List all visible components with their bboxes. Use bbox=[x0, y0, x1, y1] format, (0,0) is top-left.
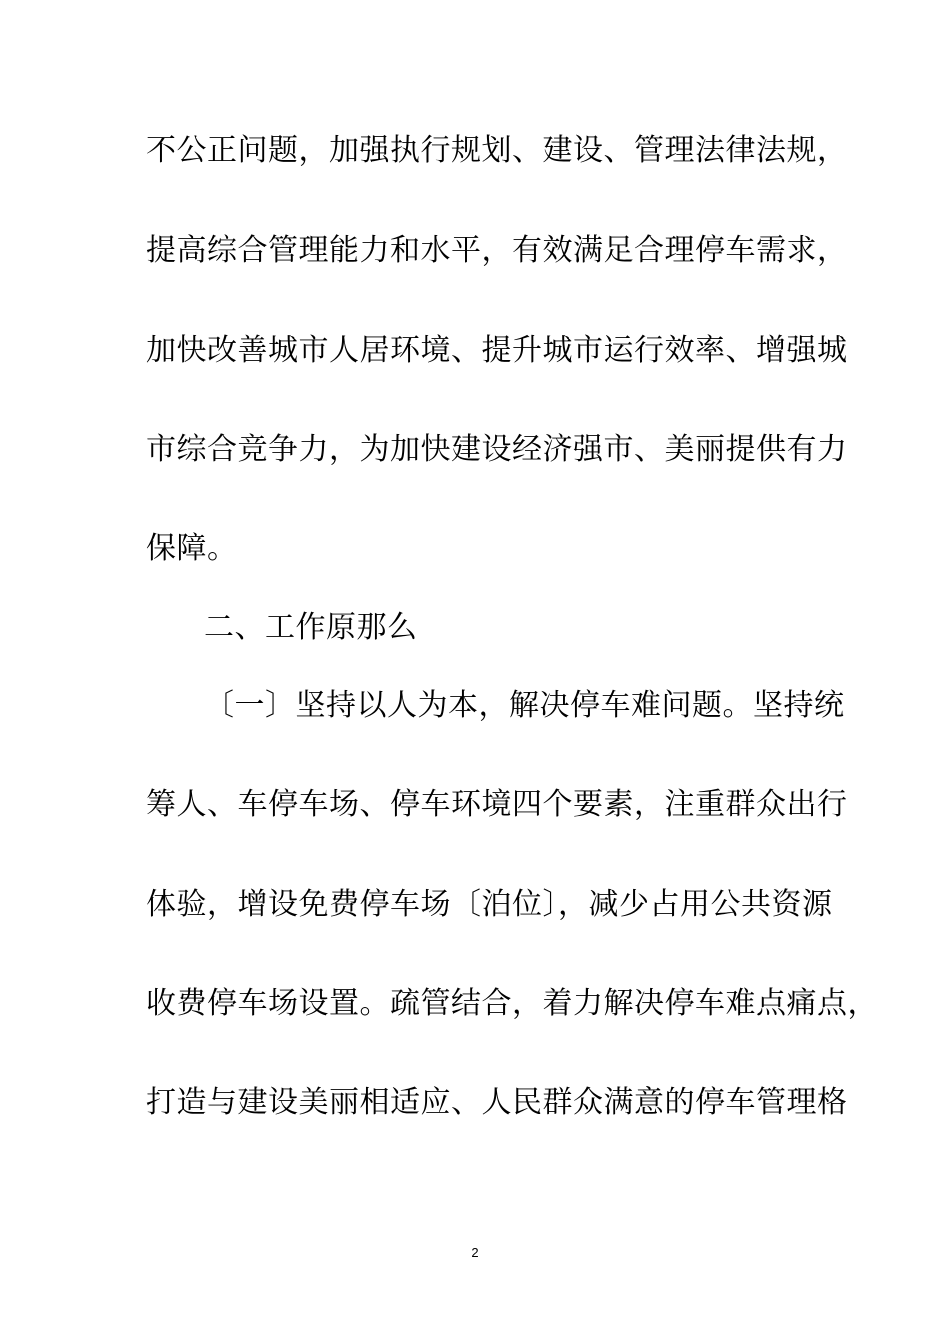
body-text-line: 筹人、车停车场、停车环境四个要素，注重群众出行 bbox=[146, 787, 848, 822]
body-text-line: 收费停车场设置。疏管结合，着力解决停车难点痛点， bbox=[146, 986, 878, 1021]
body-text-line: 打造与建设美丽相适应、人民群众满意的停车管理格 bbox=[146, 1085, 848, 1120]
body-text-line: 市综合竞争力，为加快建设经济强市、美丽提供有力 bbox=[146, 432, 848, 467]
body-text-line: 不公正问题，加强执行规划、建设、管理法律法规， bbox=[146, 133, 848, 168]
page-number: 2 bbox=[471, 1245, 479, 1260]
body-text-line: 保障。 bbox=[146, 531, 238, 566]
body-text-line: 提高综合管理能力和水平，有效满足合理停车需求， bbox=[146, 233, 848, 268]
section-heading: 二、工作原那么 bbox=[204, 610, 418, 645]
body-text-line: 加快改善城市人居环境、提升城市运行效率、增强城 bbox=[146, 333, 848, 368]
body-text-line: 体验，增设免费停车场〔泊位〕，减少占用公共资源 bbox=[146, 887, 833, 922]
body-text-line: 〔一〕坚持以人为本，解决停车难问题。坚持统 bbox=[204, 688, 845, 723]
